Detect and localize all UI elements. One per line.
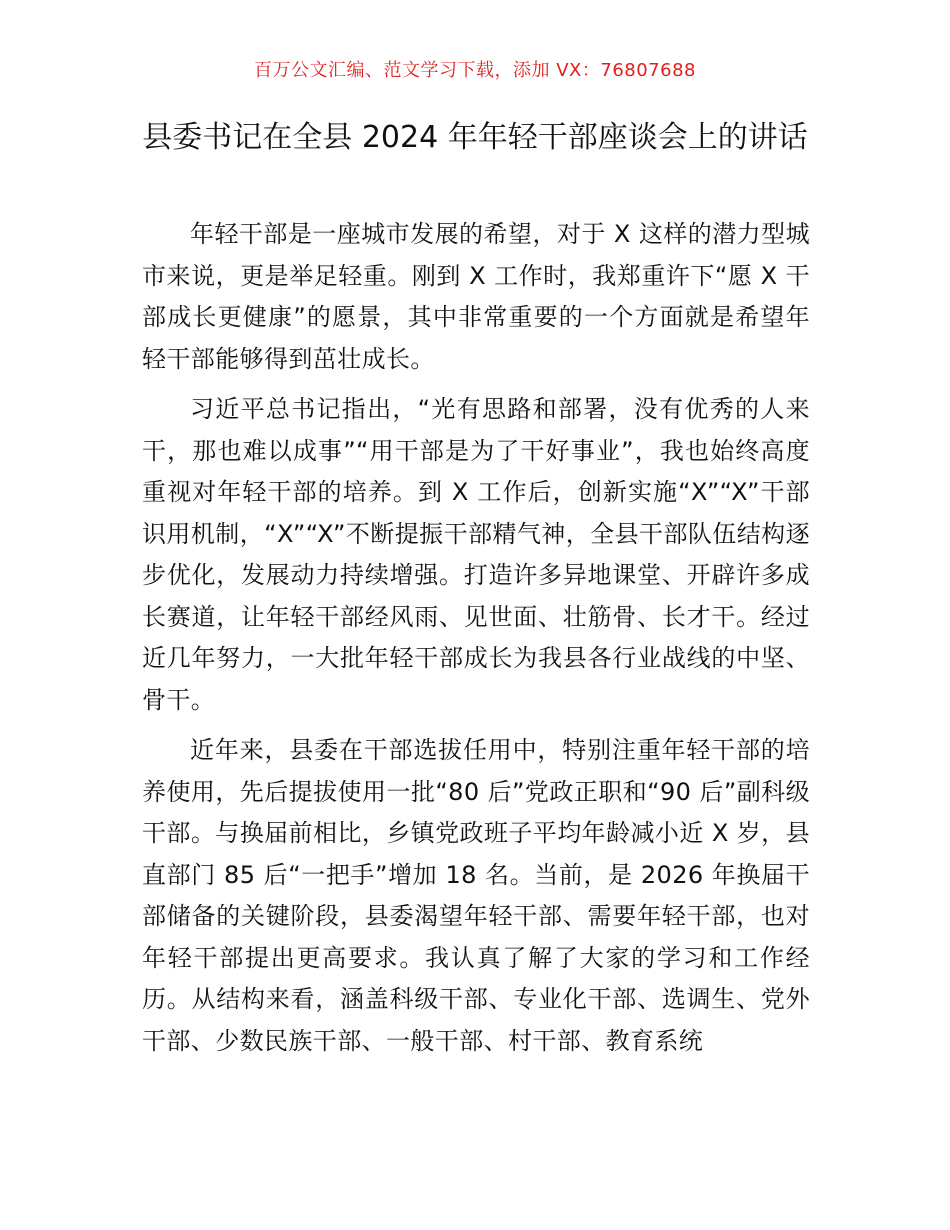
header-download-notice: 百万公文汇编、范文学习下载，添加 VX：76807688	[254, 60, 696, 81]
paragraph-1: 年轻干部是一座城市发展的希望，对于 X 这样的潜力型城市来说，更是举足轻重。刚到 X 工作时，我郑重许下“愿 X 干部成长更健康”的愿景，其中非常重要的一个方面就是希望年轻干部能够得到茁壮成长。	[142, 220, 810, 373]
paragraph-2: 习近平总书记指出，“光有思路和部署，没有优秀的人来干，那也难以成事”“用干部是为了干好事业”，我也始终高度重视对年轻干部的培养。到 X 工作后，创新实施“X”“X”干部识用机制，“X”“X”不断提振干部精气神，全县干部队伍结构逐步优化，发展动力持续增强。打造许多异地课堂、开辟许多成长赛道，让年轻干部经风雨、见世面、壮筋骨、长才干。经过近几年努力，一大批年轻干部成长为我县各行业战线的中坚、骨干。	[142, 395, 810, 714]
document-title: 县委书记在全县 2024 年年轻干部座谈会上的讲话	[142, 120, 808, 155]
document-body	[142, 214, 810, 1071]
paragraph-3: 近年来，县委在干部选拔任用中，特别注重年轻干部的培养使用，先后提拔使用一批“80 后”党政正职和“90 后”副科级干部。与换届前相比，乡镇党政班子平均年龄减小近 X 岁，县直部门 85 后“一把手”增加 18 名。当前，是 2026 年换届干部储备的关键阶段，县委渴望年轻干部、需要年轻干部，也对年轻干部提出更高要求。我认真了解了大家的学习和工作经历。从结构来看，涵盖科级干部、专业化干部、选调生、党外干部、少数民族干部、一般干部、村干部、教育系统	[142, 736, 810, 1055]
